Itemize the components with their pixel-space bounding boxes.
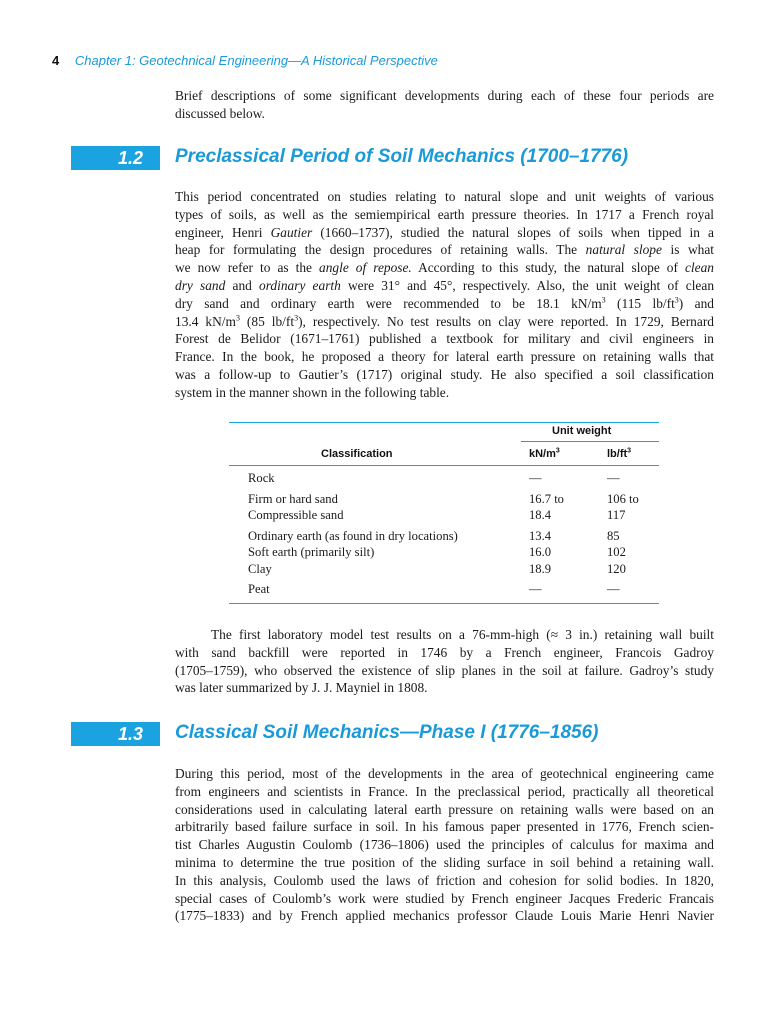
paragraph-line: This period concentrated on studies relating to natural slope and unit weights of various — [175, 189, 714, 204]
table-cell-knm3: 13.4 — [529, 529, 552, 543]
paragraph-line: dry sand and ordinary earth were recommended to be 18.1 $kN/m^3$ (115 $lb/ft^3$) and — [175, 295, 714, 311]
emphasis: angle of repose. — [319, 260, 412, 276]
paragraph-line: minima to determine the true position of the sliding surface in soil behind a retaining wall. — [175, 854, 714, 870]
emphasis: dry sand — [175, 277, 226, 293]
paragraph-line: In this analysis, Coulomb used the laws of friction and cohesion for solid bodies. In 1820, — [175, 872, 714, 888]
section-number: 1.2 — [117, 148, 143, 168]
table-cell-lbft3: — — [607, 582, 620, 596]
paragraph-line: from engineers and scientists in France. In the preclassical period, practically all theoretical — [175, 783, 714, 799]
table-cell-lbft3: 120 — [607, 562, 626, 576]
section-number: 1.3 — [117, 724, 143, 744]
table-cell-classification: Ordinary earth (as found in dry locations) — [248, 529, 458, 543]
paragraph-line: with sand backfill were reported in 1746 by a French engineer, Francois Gadroy — [175, 644, 714, 660]
paragraph-line: arbitrarily based failure surface in soil. In his famous paper presented in 1776, French scien- — [175, 819, 714, 835]
table-header-rule — [229, 465, 659, 466]
paragraph-line: was later summarized by J. J. Mayniel in 1808. — [175, 680, 428, 696]
table-cell-knm3: 18.4 — [529, 508, 552, 522]
paragraph-line: heap for formulating the design procedures of retaining walls. The natural slope is what — [175, 242, 715, 258]
table-cell-knm3: — — [529, 471, 542, 485]
paragraph-line: During this period, most of the developments in the area of geotechnical engineering came — [175, 766, 714, 781]
knm3-header: $kN/m^3$ — [529, 447, 560, 460]
section-number-box — [71, 146, 160, 170]
table-cell-classification: Firm or hard sand — [248, 492, 338, 506]
table-cell-lbft3: 85 — [607, 529, 620, 543]
table-cell-lbft3: — — [607, 471, 620, 485]
paragraph-line: special cases of Coulomb’s work were studied by French engineer Jacques Frederic Francais — [175, 890, 714, 906]
paragraph-line: (1775–1833) and by French applied mechanics professor Claude Louis Marie Henri Navier — [175, 908, 714, 924]
section-title: Classical Soil Mechanics—Phase I (1776–1856) — [175, 722, 599, 743]
unit-weight-rule — [521, 441, 659, 442]
paragraph-line: types of soils, as well as the semiempirical earth pressure theories. In 1717 a French royal — [175, 206, 714, 222]
table-cell-knm3: 18.9 — [529, 562, 552, 576]
emphasis: Gautier — [270, 224, 313, 240]
paragraph-line: was a follow-up to Gautier’s (1717) original study. He also specified a soil classification — [175, 366, 714, 382]
intro-paragraph — [175, 87, 714, 123]
table-cell-knm3: 16.7 to — [529, 492, 564, 506]
paragraph-line: The first laboratory model test results on a 76-mm-high (≈ 3 in.) retaining wall built — [211, 627, 714, 642]
table-cell-classification: Rock — [248, 471, 275, 485]
paragraph-line: 13.4 $kN/m^3$ (85 $lb/ft^3$), respectively. No test results on clay were reported. In 1729, Bernard — [175, 313, 714, 329]
lbft3-header: $lb/ft^3$ — [607, 447, 632, 460]
section-title: Preclassical Period of Soil Mechanics (1700–1776) — [175, 146, 629, 167]
classification-header: Classification — [321, 448, 393, 460]
emphasis: clean — [684, 260, 714, 276]
running-head — [52, 53, 438, 68]
paragraph-line: (1705–1759), who observed the existence of slip planes in the soil at failure. Gadroy’s study — [175, 662, 714, 678]
table-cell-lbft3: 106 to — [607, 492, 639, 506]
section-paragraph — [175, 188, 714, 402]
emphasis: natural slope — [585, 242, 662, 258]
table-cell-classification: Clay — [248, 562, 272, 576]
table-cell-knm3: — — [529, 582, 542, 596]
paragraph-line: system in the manner shown in the following table. — [175, 384, 450, 400]
paragraph-line: dry sand and ordinary earth were 31° and 45°, respectively. Also, the unit weight of clean — [175, 277, 715, 293]
paragraph-line: Forest de Belidor (1671–1761) published a textbook for military and civil engineers in — [175, 331, 714, 347]
table-cell-lbft3: 117 — [607, 508, 626, 522]
chapter-title: Chapter 1: Geotechnical Engineering—A Historical Perspective — [74, 53, 438, 68]
paragraph-line: considerations used in calculating lateral earth pressure on retaining walls were based on an — [175, 801, 714, 817]
table-top-rule — [229, 422, 659, 423]
section-paragraph — [175, 626, 714, 697]
paragraph-line: we now refer to as the angle of repose. According to this study, the natural slope of clean — [175, 260, 714, 276]
emphasis: ordinary earth — [259, 277, 341, 293]
table-cell-lbft3: 102 — [607, 545, 626, 559]
table-cell-classification: Soft earth (primarily silt) — [248, 545, 375, 559]
page-number: 4 — [52, 53, 60, 68]
section-paragraph — [175, 765, 714, 925]
paragraph-line: France. In the book, he proposed a theory for lateral earth pressure on retaining walls that — [175, 349, 714, 365]
paragraph-line: tist Charles Augustin Coulomb (1736–1806) used the principles of calculus for maxima and — [175, 837, 714, 853]
intro-line: Brief descriptions of some significant developments during each of these four periods are — [175, 88, 714, 103]
section-number-box — [71, 722, 160, 746]
intro-line: discussed below. — [175, 105, 265, 121]
paragraph-line: engineer, Henri Gautier (1660–1737), studied the natural slopes of soils when tipped in a — [175, 224, 714, 240]
unit-weight-header: Unit weight — [552, 425, 612, 437]
table-cell-classification: Peat — [248, 582, 270, 596]
table-cell-classification: Compressible sand — [248, 508, 344, 522]
table-bottom-rule — [229, 603, 659, 604]
table-cell-knm3: 16.0 — [529, 545, 552, 559]
